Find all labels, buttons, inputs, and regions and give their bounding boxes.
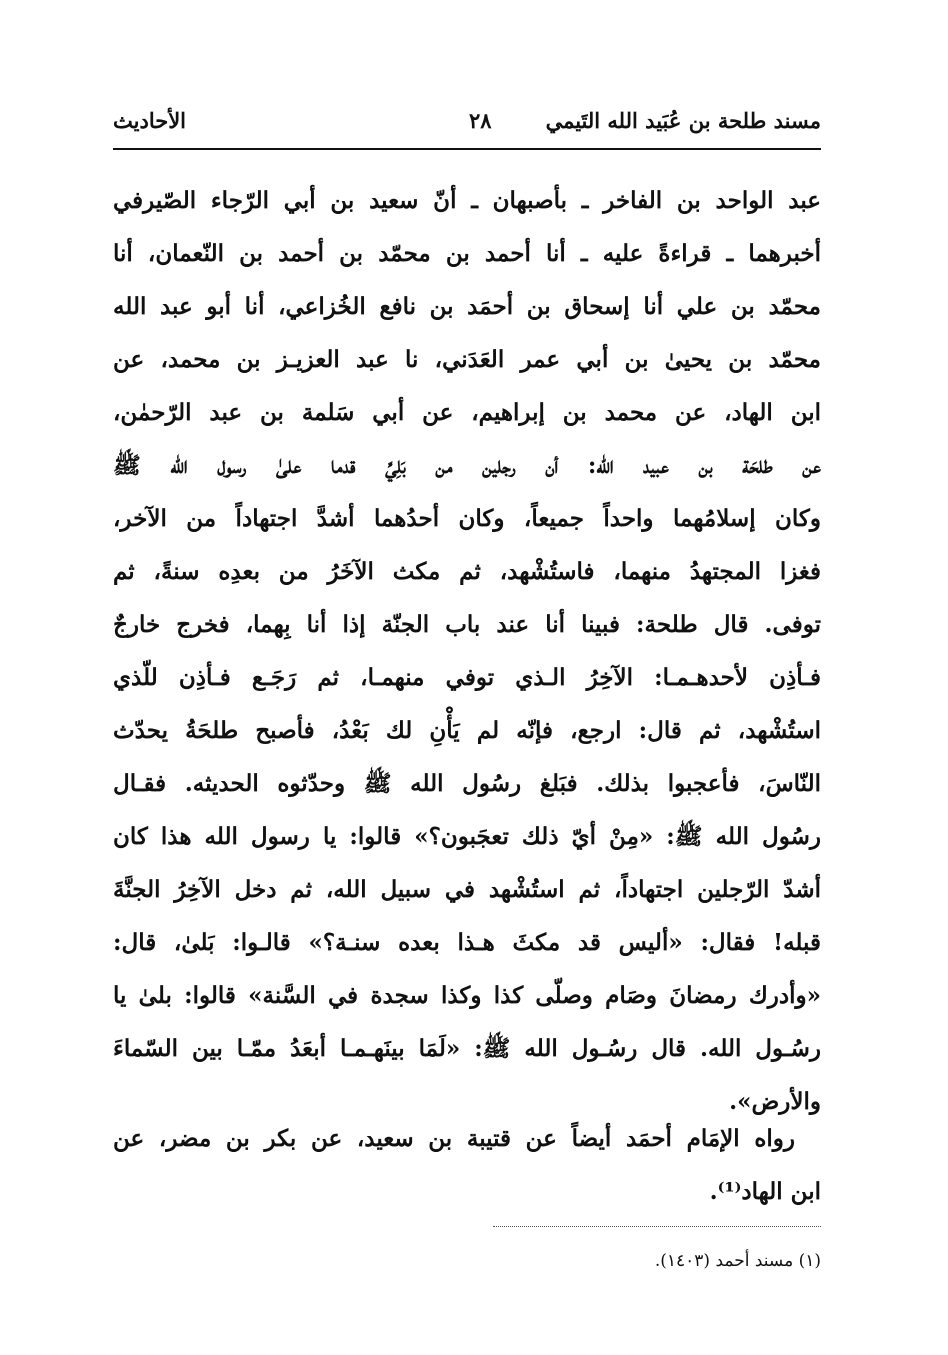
text-line: قبله! فقال: «أليس قد مكثَ هـذا بعده سنـة؟» قالـوا: بَلىٰ، قال: [113,929,821,956]
footnote-separator [493,1226,821,1227]
header-rule [113,148,821,150]
text-line: فغزا المجتهدُ منهما، فاستُشْهد، ثم مكث الآخَرُ من بعدِه سنةً، ثم [113,558,821,585]
header-section: الأحاديث [113,108,187,133]
text-line: رسُول الله ﷺ: «مِنْ أيّ ذلك تعجَبون؟» قالوا: يا رسول الله هذا كان [113,823,821,850]
text-line: وكان إسلامُهما واحداً جميعاً، وكان أحدُهما أشدَّ اجتهاداً من الآخر، [113,505,821,532]
text-line: أشدّ الرّجلين اجتهاداً، ثم استُشْهد في سبيل الله، ثم دخل الآخِرُ الجنَّةَ [113,876,821,903]
text-line: محمّد بن يحيىٰ بن أبي عمر العَدَني، نا عبد العزيـز بن محمد، عن [113,346,821,373]
text-line: توفى. قال طلحة: فبينا أنا عند باب الجنّة إذا أنا بِهما، فخرج خارجٌ [113,611,821,638]
text-line: محمّد بن علي أنا إسحاق بن أحمَد بن نافع الخُزاعي، أنا أبو عبد الله [113,293,821,320]
header-title: مسند طلحة بن عُبَيد الله التَيمي [545,108,821,133]
footnote: (١) مسند أحمد (١٤٠٣). [654,1251,821,1271]
text-line: ابن الهاد، عن محمد بن إبراهيم، عن أبي سَلمة بن عبد الرّحمٰن، [113,399,821,426]
text-line: رواه الإمَام أحمَد أيضاً عن قتيبة بن سعيد، عن بكر بن مضر، عن [113,1125,795,1152]
main-paragraph [113,174,821,1128]
text-line: النّاسَ، فأعجبوا بذلك. فبَلغ رسُول الله ﷺ وحدّثوه الحديثه. فقـال [113,770,821,797]
text-line: والأرض». [729,1088,821,1115]
page-number: ٢٨ [469,108,492,133]
running-header [113,100,821,146]
text-line: فـأذِن لأحدهـمـا: الآخِرُ الـذي توفي منهمـا، ثم رَجَـع فـأذِن للّذي [113,664,821,691]
text-line: عبد الواحد بن الفاخر ـ بأصبهان ـ أنّ سعيد بن أبي الرّجاء الصّيرفي [113,187,821,214]
text-line: رسُـول الله. قال رسُـول الله ﷺ: «لَمَا بينَهـمـا أبعَدُ ممّـا بين السّماءَ [113,1035,821,1062]
text-line: ابن الهاد⁽¹⁾. [709,1178,821,1205]
text-line: عن طلحَة بن عبيد الله: أن رجلين من بَلِيِّ قدما علىٰ رسول الله ﷺ [113,452,821,479]
text-line: أخبرهما ـ قراءةً عليه ـ أنا أحمد بن محمّد بن أحمد بن النّعمان، أنا [113,240,821,267]
narration-paragraph [113,1112,821,1218]
text-line: استُشْهد، ثم قال: ارجع، فإنّه لم يَأْنِ لك بَعْدُ، فأصبح طلحَةُ يحدّث [113,717,821,744]
text-line: «وأدرك رمضانَ وصَام وصلّى كذا وكذا سجدة في السَّنة» قالوا: بلىٰ يا [113,982,821,1009]
